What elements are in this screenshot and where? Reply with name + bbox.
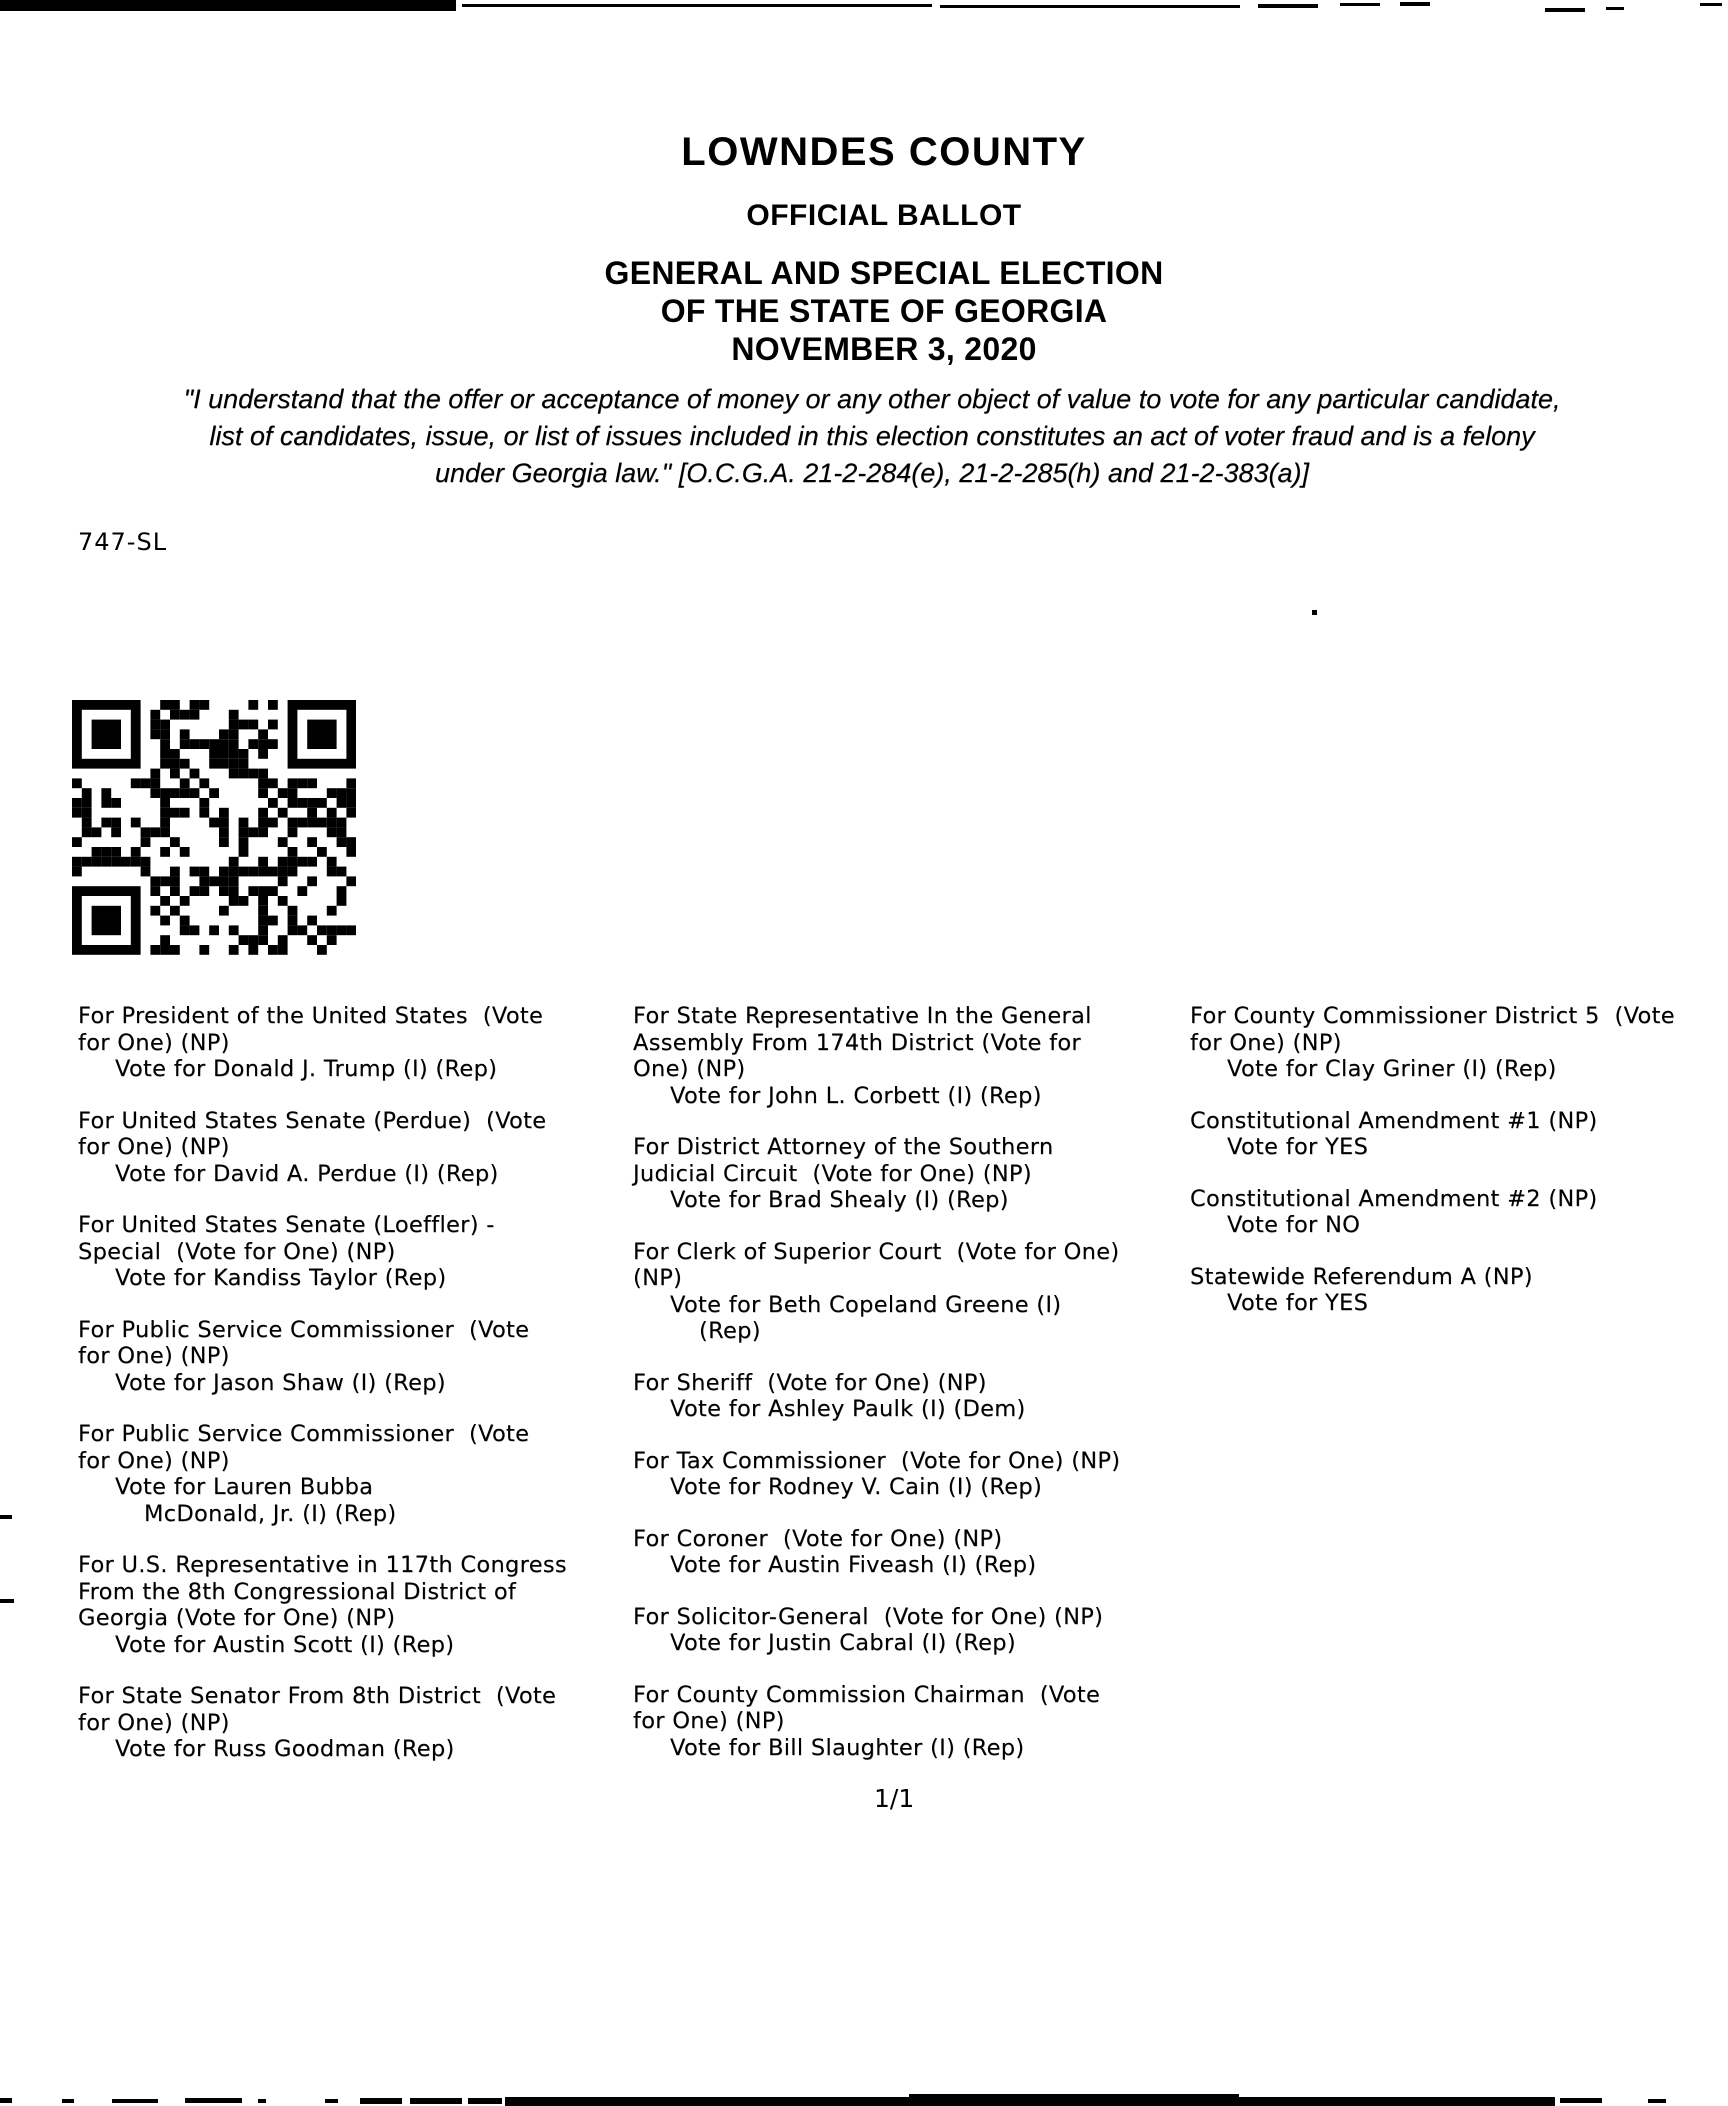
county-name: LOWNDES COUNTY [681,130,1087,174]
fraud-notice-line: list of candidates, issue, or list of issues included in this election constitutes an act of voter fraud and is a felony [209,421,1535,451]
contest [1190,1186,1720,1239]
contest [633,1239,1163,1345]
office-line: For U.S. Representative in 117th Congress [78,1552,567,1578]
contest [1190,1003,1720,1083]
office-line: For Public Service Commissioner (Vote [78,1421,530,1447]
contest [633,1526,1163,1579]
vote-line: Vote for John L. Corbett (I) (Rep) [670,1082,1042,1109]
office-line: For State Representative In the General [633,1003,1092,1029]
election-title-line1: GENERAL AND SPECIAL ELECTION [604,255,1164,291]
contest [78,1683,608,1763]
vote-line: Vote for Ashley Paulk (I) (Dem) [670,1396,1026,1422]
contest [633,1604,1163,1657]
office-line: For United States Senate (Perdue) (Vote [78,1107,547,1134]
scan-artifact [1340,3,1380,6]
contest [633,1370,1163,1423]
fraud-notice-line: "I understand that the offer or acceptance of money or any other object of value to vote for any particular candidate, [183,384,1561,414]
vote-line: Vote for Austin Fiveash (I) (Rep) [670,1552,1037,1578]
scan-artifact [462,4,932,7]
scan-artifact [468,2098,502,2104]
page-number: 1/1 [874,1784,915,1813]
scan-artifact [62,2099,74,2103]
vote-line: Vote for Brad Shealy (I) (Rep) [670,1187,1009,1213]
scan-artifact [112,2099,158,2103]
vote-line: McDonald, Jr. (I) (Rep) [144,1500,397,1527]
vote-line: Vote for Justin Cabral (I) (Rep) [670,1630,1016,1656]
scan-artifact [1648,2099,1666,2103]
office-line: for One) (NP) [1190,1029,1342,1056]
office-line: Assembly From 174th District (Vote for [633,1029,1081,1056]
vote-line: Vote for NO [1227,1212,1361,1238]
scan-artifact [1312,610,1317,615]
office-line: For County Commission Chairman (Vote [633,1681,1101,1708]
scan-artifact [258,2099,266,2103]
office-line: For United States Senate (Loeffler) - [78,1212,495,1238]
fraud-notice-line: under Georgia law." [O.C.G.A. 21-2-284(e), 21-2-285(h) and 21-2-383(a)] [434,458,1310,488]
office-line: for One) (NP) [78,1134,230,1160]
scan-artifact [410,2098,462,2104]
office-line: (NP) [633,1265,683,1291]
office-line: For Sheriff (Vote for One) (NP) [633,1369,987,1396]
contest [78,1108,608,1188]
vote-line: Vote for Lauren Bubba [115,1474,374,1500]
vote-line: Vote for YES [1227,1134,1369,1160]
contest-column-1 [78,1003,608,1788]
scan-artifact [1700,3,1722,6]
ballot-header [20,130,1728,368]
vote-line: (Rep) [699,1318,761,1344]
vote-line: Vote for Kandiss Taylor (Rep) [115,1265,447,1291]
contest [78,1003,608,1083]
scan-artifact [940,5,1240,8]
contest [633,1134,1163,1214]
election-title [20,254,1728,368]
office-line: For District Attorney of the Southern [633,1134,1054,1160]
vote-line: Vote for Russ Goodman (Rep) [115,1736,455,1762]
election-title-line2: OF THE STATE OF GEORGIA [660,293,1108,329]
scan-artifact [1400,2,1430,6]
scan-artifact [1545,8,1585,12]
scan-artifact [1560,2098,1602,2103]
office-line: For Coroner (Vote for One) (NP) [633,1525,1003,1552]
contest [1190,1108,1720,1161]
vote-line: Vote for Jason Shaw (I) (Rep) [115,1369,446,1396]
ballot-title: OFFICIAL BALLOT [746,199,1022,232]
office-line: For State Senator From 8th District (Vote [78,1683,557,1709]
office-line: For Tax Commissioner (Vote for One) (NP) [633,1447,1121,1474]
office-line: for One) (NP) [78,1343,230,1369]
vote-line: Vote for Beth Copeland Greene (I) [670,1291,1062,1318]
contest [1190,1264,1720,1317]
office-line: For Clerk of Superior Court (Vote for One) [633,1238,1120,1265]
fraud-notice [8,381,1728,492]
scan-artifact [0,0,456,11]
scan-artifact [185,2098,242,2103]
vote-line: Vote for YES [1227,1290,1369,1316]
office-line: From the 8th Congressional District of [78,1578,517,1605]
contest [633,1448,1163,1501]
office-line: One) (NP) [633,1056,746,1082]
contest-column-3 [1190,1003,1720,1342]
scan-artifact [0,1599,14,1603]
office-line: for One) (NP) [78,1447,230,1474]
office-line: for One) (NP) [78,1709,230,1736]
office-line: for One) (NP) [633,1708,785,1734]
scan-artifact [325,2099,338,2103]
contest [633,1003,1163,1109]
contest [78,1552,608,1658]
scan-artifact [1258,4,1318,8]
office-line: For President of the United States (Vote [78,1003,544,1029]
scan-artifact [360,2098,402,2104]
vote-line: Vote for David A. Perdue (I) (Rep) [115,1160,499,1187]
ballot-style-code: 747-SL [78,528,168,556]
office-line: for One) (NP) [78,1029,230,1056]
vote-line: Vote for Donald J. Trump (I) (Rep) [115,1056,498,1082]
vote-line: Vote for Bill Slaughter (I) (Rep) [670,1734,1025,1761]
vote-line: Vote for Rodney V. Cain (I) (Rep) [670,1474,1043,1500]
office-line: Constitutional Amendment #2 (NP) [1190,1185,1598,1212]
contest-column-2 [633,1003,1163,1786]
office-line: For Solicitor-General (Vote for One) (NP) [633,1603,1104,1630]
office-line: Statewide Referendum A (NP) [1190,1263,1533,1290]
office-line: Constitutional Amendment #1 (NP) [1190,1107,1598,1134]
contest [78,1421,608,1527]
contest [78,1212,608,1292]
scan-artifact [0,1515,12,1519]
office-line: Georgia (Vote for One) (NP) [78,1605,396,1631]
vote-line: Vote for Clay Griner (I) (Rep) [1227,1056,1557,1082]
qr-code-icon [72,700,356,955]
office-line: For County Commissioner District 5 (Vote [1190,1003,1675,1029]
vote-line: Vote for Austin Scott (I) (Rep) [115,1631,455,1658]
scan-artifact [909,2094,1239,2106]
scan-artifact [0,2098,12,2103]
office-line: For Public Service Commissioner (Vote [78,1316,530,1343]
office-line: Judicial Circuit (Vote for One) (NP) [633,1160,1032,1187]
contest [78,1317,608,1397]
scan-artifact [1606,7,1624,10]
election-date: NOVEMBER 3, 2020 [731,331,1037,367]
contest [633,1682,1163,1762]
office-line: Special (Vote for One) (NP) [78,1238,396,1265]
